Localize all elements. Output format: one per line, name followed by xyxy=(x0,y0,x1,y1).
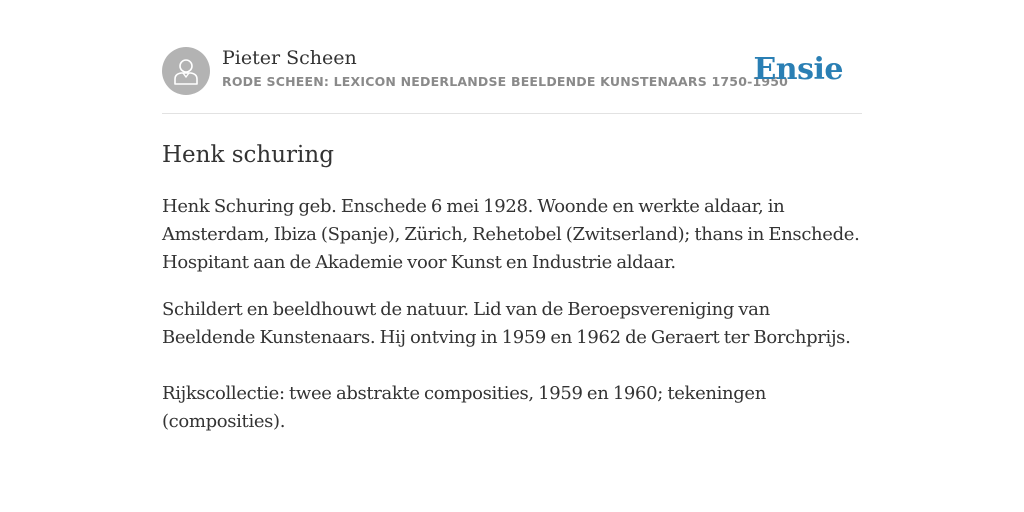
page-title: Henk schuring xyxy=(162,142,334,168)
ensie-logo[interactable]: Ensie xyxy=(753,52,843,87)
author-name[interactable]: Pieter Scheen xyxy=(222,47,357,69)
paragraph: Rijkscollectie: twee abstrakte composities, 1959 en 1960; tekeningen (composities). xyxy=(162,383,766,432)
user-icon xyxy=(173,57,199,85)
entry-header xyxy=(162,46,862,114)
author-avatar[interactable] xyxy=(162,47,210,95)
article-body xyxy=(162,193,862,436)
paragraph: Henk Schuring geb. Enschede 6 mei 1928. Woonde en werkte aldaar, in Amsterdam, Ibiza (Spanje), Zürich, Rehetobel (Zwitserland); thans in Enschede. Hospitant aan de Akademie voor Kunst en Industrie aldaar. xyxy=(162,196,860,273)
source-label[interactable]: RODE SCHEEN: LEXICON NEDERLANDSE BEELDENDE KUNSTENAARS 1750-1950 xyxy=(222,74,789,89)
entry-card xyxy=(162,46,862,436)
paragraph: Schildert en beeldhouwt de natuur. Lid van de Beroepsvereniging van Beeldende Kunstenaars. Hij ontving in 1959 en 1962 de Geraert ter Borchprijs. xyxy=(162,299,851,348)
